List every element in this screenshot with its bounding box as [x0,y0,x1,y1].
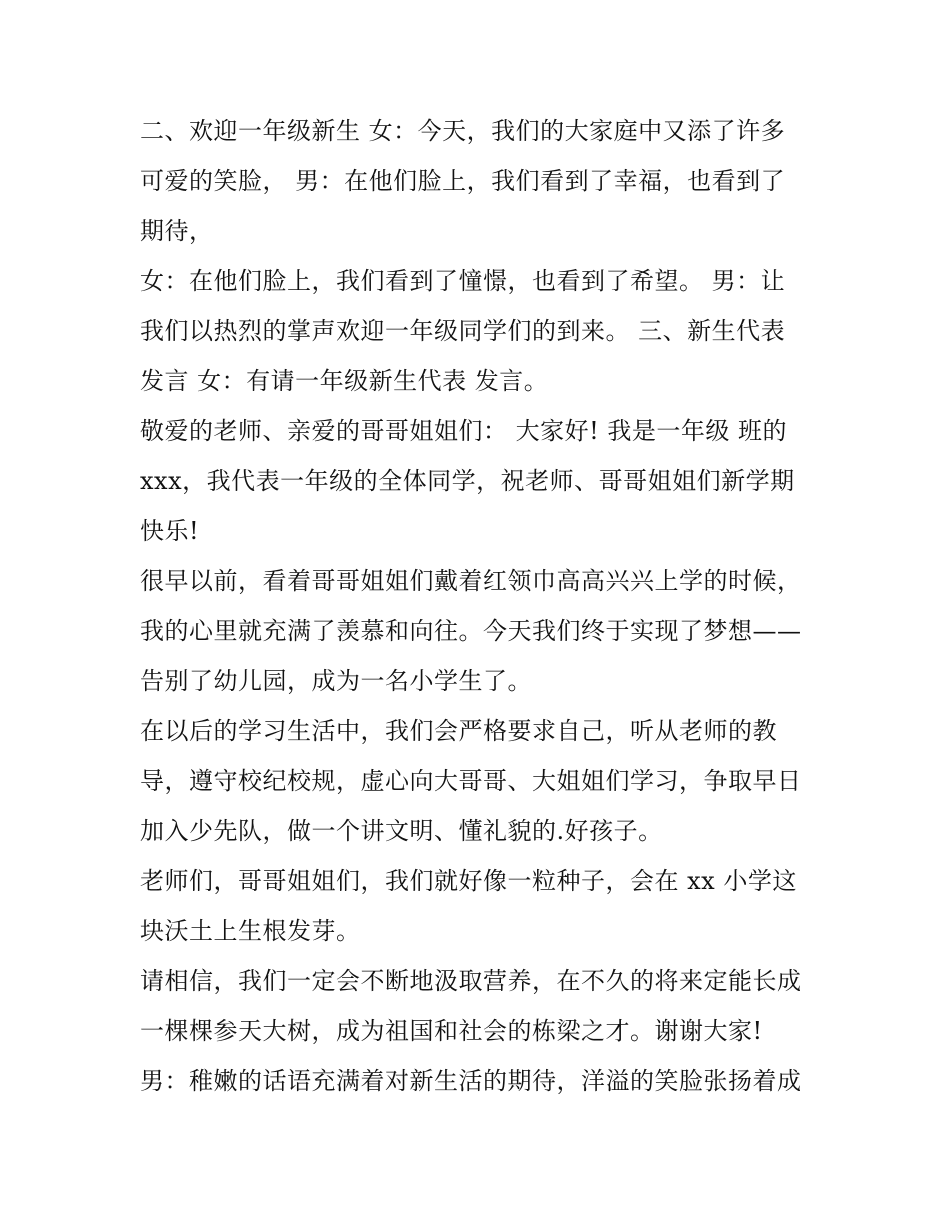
text-line: xxx，我代表一年级的全体同学，祝老师、哥哥姐姐们新学期 [140,467,795,495]
text-line: 女：在他们脸上，我们看到了憧憬，也看到了希望。 男：让 [140,267,786,295]
document-page [140,106,820,1106]
text-line: 告别了幼儿园，成为一名小学生了。 [140,667,532,695]
text-line: 加入少先队，做一个讲文明、懂礼貌的.好孩子。 [140,817,663,845]
text-line: 我的心里就充满了羡慕和向往。今天我们终于实现了梦想—— [140,617,802,645]
text-line: 男：稚嫩的话语充满着对新生活的期待，洋溢的笑脸张扬着成 [140,1067,802,1095]
text-line: 老师们，哥哥姐姐们，我们就好像一粒种子，会在 xx 小学这 [140,867,797,895]
text-line: 请相信，我们一定会不断地汲取营养，在不久的将来定能长成 [140,967,802,995]
text-line: 二、欢迎一年级新生 女：今天，我们的大家庭中又添了许多 [140,117,786,145]
text-line: 期待， [140,217,214,245]
text-line: 一棵棵参天大树，成为祖国和社会的栋梁之才。谢谢大家! [140,1017,763,1045]
text-line: 敬爱的老师、亲爱的哥哥姐姐们： 大家好! 我是一年级 班的 [140,417,788,445]
text-line: 很早以前，看着哥哥姐姐们戴着红领巾高高兴兴上学的时候， [140,567,802,595]
text-line: 快乐! [140,517,200,545]
text-line: 在以后的学习生活中，我们会严格要求自己，听从老师的教 [140,717,777,745]
text-line: 可爱的笑脸， 男：在他们脸上，我们看到了幸福，也看到了 [140,167,786,195]
text-line: 块沃土上生根发芽。 [140,917,361,945]
text-line: 我们以热烈的掌声欢迎一年级同学们的到来。 三、新生代表 [140,317,786,345]
text-line: 导，遵守校纪校规，虚心向大哥哥、大姐姐们学习，争取早日 [140,767,802,795]
text-line: 发言 女：有请一年级新生代表 发言。 [140,367,549,395]
